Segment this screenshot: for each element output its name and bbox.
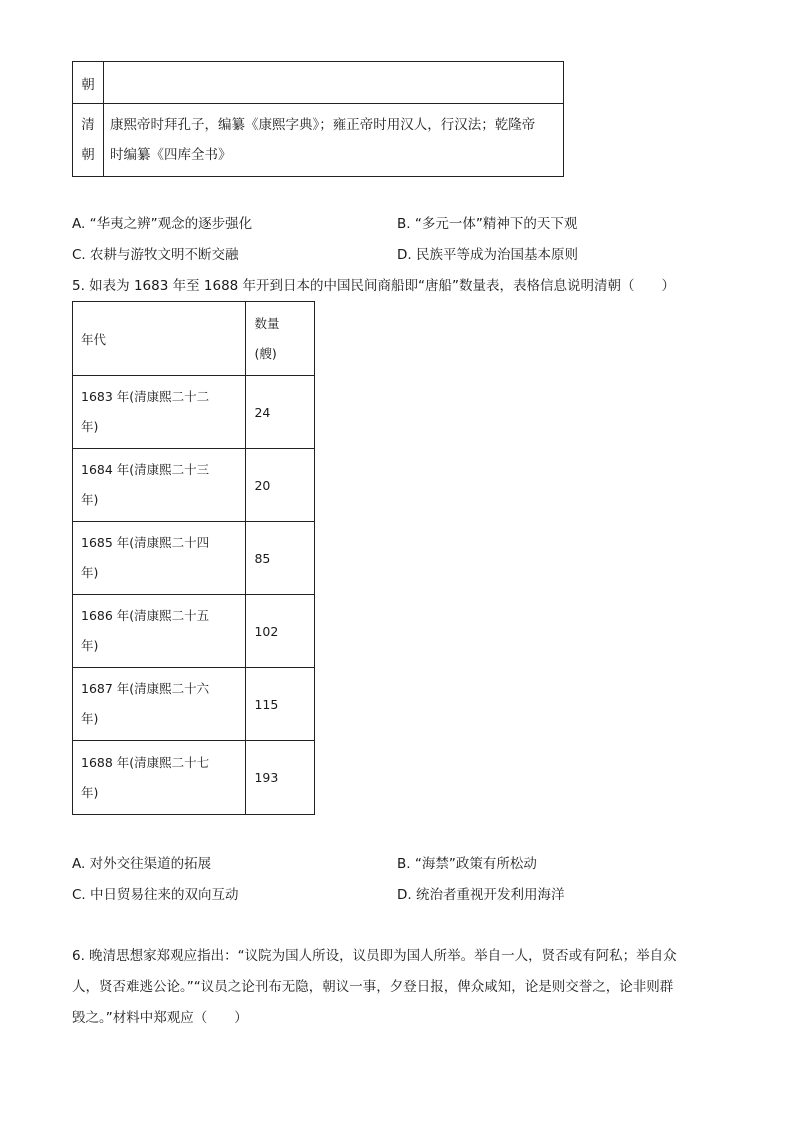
top-table-cell-qing <box>73 104 104 177</box>
q5-option-d[interactable]: D. 统治者重视开发利用海洋 <box>397 887 565 903</box>
cell-year <box>73 522 246 595</box>
cell-year <box>73 449 246 522</box>
table-row <box>73 668 315 741</box>
cell-text: 朝 <box>81 147 95 163</box>
table-header-row <box>73 302 315 376</box>
q5-option-b[interactable]: B. “海禁”政策有所松动 <box>397 856 537 872</box>
cell-text: 年) <box>81 638 99 653</box>
cell-year <box>73 595 246 668</box>
cell-text: 193 <box>254 770 279 785</box>
q5-stem: 5. 如表为 1683 年至 1688 年开到日本的中国民间商船即“唐船”数量表，表格信息说明清朝（ ） <box>72 278 676 294</box>
cell-text: 1687 年(清康熙二十六 <box>81 681 210 696</box>
cell-count <box>246 741 315 815</box>
cell-text: 清 <box>81 117 95 133</box>
header-year <box>73 302 246 376</box>
cell-text: 1683 年(清康熙二十二 <box>81 389 210 404</box>
cell-text: 年) <box>81 784 99 800</box>
cell-text: 115 <box>254 696 279 712</box>
q5-option-c[interactable]: C. 中日贸易往来的双向互动 <box>72 887 239 903</box>
top-table <box>72 61 564 177</box>
cell-text: 康熙帝时拜孔子，编纂《康熙字典》；雍正帝时用汉人，行汉法；乾隆帝 <box>110 117 536 133</box>
top-table-cell-dynasty-partial <box>73 62 104 104</box>
cell-text: 数量 <box>254 315 280 331</box>
table-row <box>73 376 315 449</box>
top-table-cell-empty <box>104 62 564 104</box>
cell-text: 年) <box>81 492 99 507</box>
ship-count-table <box>72 301 315 815</box>
header-count <box>246 302 315 376</box>
cell-text: 1686 年(清康熙二十五 <box>81 608 210 623</box>
cell-text: 1688 年(清康熙二十七 <box>81 754 210 770</box>
cell-text: 年代 <box>81 331 107 347</box>
q6-stem-line3: 毁之。”材料中郑观应（ ） <box>72 1010 248 1026</box>
table-row <box>73 522 315 595</box>
q4-option-d[interactable]: D. 民族平等成为治国基本原则 <box>397 247 578 263</box>
cell-year <box>73 741 246 815</box>
q5-option-a[interactable]: A. 对外交往渠道的拓展 <box>72 856 212 872</box>
q6-stem-line1: 6. 晚清思想家郑观应指出：“议院为国人所设，议员即为国人所举。举自一人，贤否或有阿私；举自众 <box>72 948 677 964</box>
cell-text: 年) <box>81 711 99 726</box>
cell-year <box>73 668 246 741</box>
table-row <box>73 449 315 522</box>
cell-text: 年) <box>81 419 99 434</box>
cell-text: 时编纂《四库全书》 <box>110 147 232 163</box>
q4-option-c[interactable]: C. 农耕与游牧文明不断交融 <box>72 247 239 263</box>
cell-text: 1685 年(清康熙二十四 <box>81 535 210 550</box>
cell-text: 102 <box>254 623 279 639</box>
q4-option-a[interactable]: A. “华夷之辨”观念的逐步强化 <box>72 216 253 232</box>
cell-text: (艘) <box>254 345 277 361</box>
cell-count <box>246 668 315 741</box>
cell-count <box>246 595 315 668</box>
top-table-cell-qing-desc <box>104 104 564 177</box>
table-row <box>73 595 315 668</box>
cell-text: 85 <box>254 550 271 566</box>
cell-year <box>73 376 246 449</box>
q4-option-b[interactable]: B. “多元一体”精神下的天下观 <box>397 216 578 232</box>
q6-stem-line2: 人，贤否难逃公论。”“议员之论刊布无隐，朝议一事，夕登日报，俾众咸知，论是则交誉之，论非则群 <box>72 979 674 995</box>
cell-count <box>246 376 315 449</box>
cell-count <box>246 449 315 522</box>
cell-text: 1684 年(清康熙二十三 <box>81 462 210 477</box>
table-row <box>73 741 315 815</box>
cell-count <box>246 522 315 595</box>
cell-text: 20 <box>254 477 271 493</box>
cell-text: 年) <box>81 565 99 580</box>
cell-text: 朝 <box>81 76 95 93</box>
cell-text: 24 <box>254 404 271 420</box>
